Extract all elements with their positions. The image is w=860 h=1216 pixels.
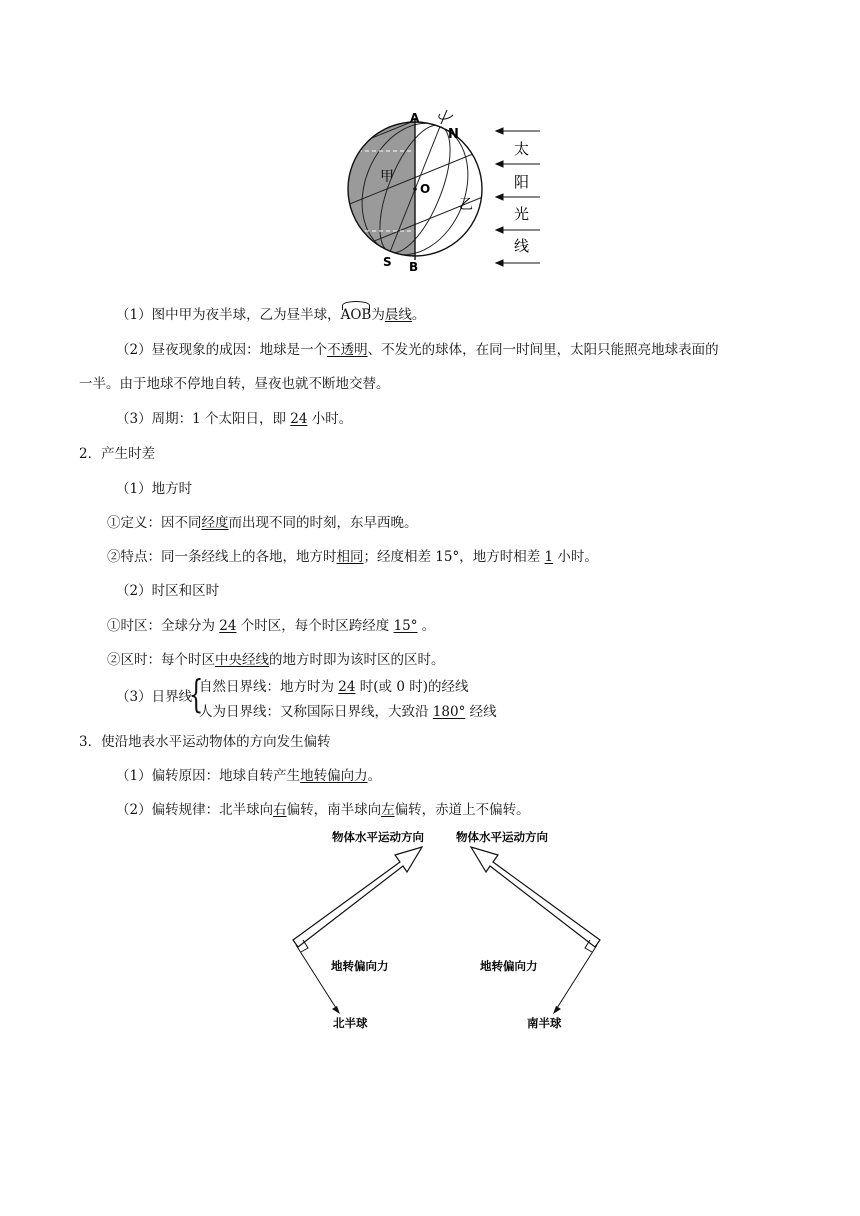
para-deflection-cause: （1）偏转原因：地球自转产生地转偏向力。 bbox=[116, 768, 382, 784]
blank-1-hour: 1 bbox=[544, 549, 554, 565]
para-day-night-hemisphere: （1）图中甲为夜半球，乙为昼半球，AOB为晨线。 bbox=[116, 307, 426, 323]
south-motion-arrow bbox=[471, 847, 600, 947]
globe-figure bbox=[330, 105, 560, 280]
label-northern-hemisphere: 北半球 bbox=[333, 1016, 368, 1030]
blank-same: 相同 bbox=[336, 549, 364, 565]
brace: { bbox=[188, 672, 204, 716]
label-n: N bbox=[448, 127, 459, 142]
para-zone-time: ②区时：每个时区中央经线的地方时即为该时区的区时。 bbox=[107, 652, 445, 668]
blank-coriolis-force: 地转偏向力 bbox=[300, 768, 368, 784]
sub-date-line: （3）日界线 bbox=[116, 689, 193, 705]
label-move-direction-left: 物体水平运动方向 bbox=[332, 830, 424, 844]
label-jia: 甲 bbox=[380, 169, 394, 185]
north-motion-arrow bbox=[293, 847, 422, 947]
para-cause: （2）昼夜现象的成因：地球是一个不透明、不发光的球体，在同一时间里，太阳只能照亮地球表面的 bbox=[116, 342, 719, 358]
blank-24-zones: 24 bbox=[219, 618, 237, 634]
night-hemisphere bbox=[348, 122, 415, 256]
deflection-figure bbox=[285, 822, 610, 1034]
label-s: S bbox=[383, 255, 392, 269]
blank-longitude: 经度 bbox=[201, 515, 229, 531]
label-a: A bbox=[410, 111, 420, 125]
para-international-date-line: 人为日界线：又称国际日界线，大致沿 180° 经线 bbox=[199, 704, 497, 720]
label-o: O bbox=[420, 182, 431, 196]
para-cause-cont: 一半。由于地球不停地自转，昼夜也就不断地交替。 bbox=[79, 376, 390, 392]
heading-deflection: 3．使沿地表水平运动物体的方向发生偏转 bbox=[79, 734, 331, 750]
para-natural-date-line: 自然日界线：地方时为 24 时(或 0 时)的经线 bbox=[199, 679, 469, 695]
arc-aob: AOB bbox=[340, 307, 372, 323]
heading-time-difference: 2．产生时差 bbox=[79, 446, 156, 462]
blank-24-oclock: 24 bbox=[338, 679, 356, 695]
label-yi: 乙 bbox=[459, 197, 473, 213]
blank-opaque: 不透明 bbox=[327, 342, 368, 358]
para-period: （3）周期：1 个太阳日，即 24 小时。 bbox=[116, 411, 353, 427]
sunlight-char-3: 光 bbox=[514, 205, 530, 223]
label-b: B bbox=[409, 260, 419, 274]
blank-right: 右 bbox=[273, 802, 287, 818]
label-coriolis-left: 地转偏向力 bbox=[331, 959, 389, 973]
sub-local-time: （1）地方时 bbox=[116, 481, 193, 497]
blank-dawn-line: 晨线 bbox=[384, 307, 412, 323]
blank-left: 左 bbox=[381, 802, 395, 818]
blank-central-meridian: 中央经线 bbox=[215, 652, 269, 668]
para-local-time-def: ①定义：因不同经度而出现不同的时刻，东早西晚。 bbox=[107, 515, 418, 531]
sub-time-zone: （2）时区和区时 bbox=[116, 583, 220, 599]
para-deflection-rule: （2）偏转规律：北半球向右偏转，南半球向左偏转，赤道上不偏转。 bbox=[116, 802, 530, 818]
sunlight-char-2: 阳 bbox=[514, 173, 530, 191]
label-move-direction-right: 物体水平运动方向 bbox=[456, 830, 548, 844]
sunlight-char-1: 太 bbox=[514, 140, 530, 158]
blank-24-hours: 24 bbox=[290, 411, 308, 427]
blank-15-degrees: 15° bbox=[393, 618, 418, 634]
blank-180-degrees: 180° bbox=[432, 704, 466, 720]
para-time-zone: ①时区：全球分为 24 个时区，每个时区跨经度 15° 。 bbox=[107, 618, 436, 634]
para-local-time-feature: ②特点：同一条经线上的各地，地方时相同；经度相差 15°，地方时相差 1 小时。 bbox=[107, 549, 598, 565]
sunlight-char-4: 线 bbox=[514, 237, 530, 255]
label-southern-hemisphere: 南半球 bbox=[527, 1016, 562, 1030]
label-coriolis-right: 地转偏向力 bbox=[480, 959, 538, 973]
